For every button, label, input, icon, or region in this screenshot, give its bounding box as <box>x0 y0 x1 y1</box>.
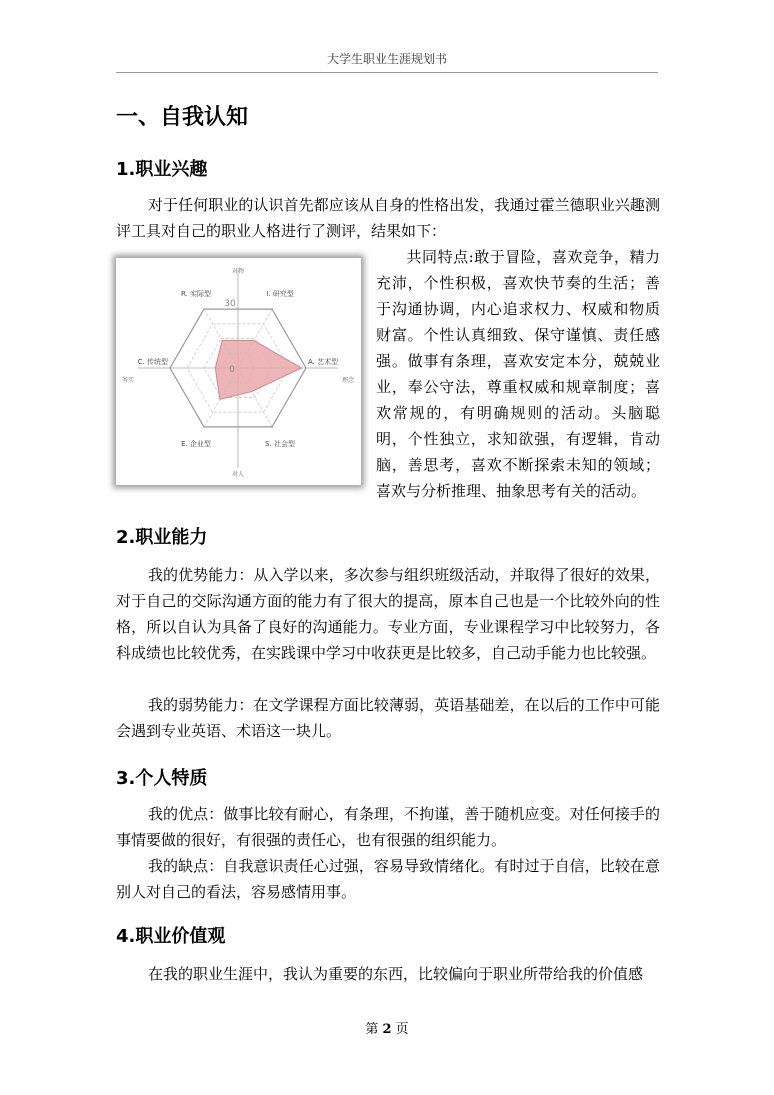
header-divider <box>116 72 658 73</box>
tick-label-0: 0 <box>229 365 235 375</box>
category-label-4: S. 社会型 <box>265 439 295 448</box>
interest-intro: 对于任何职业的认识首先都应该从自身的性格出发，我通过霍兰德职业兴趣测评工具对自己的职业人格进行了测评，结果如下： <box>116 196 660 240</box>
page-number: 2 <box>382 1022 392 1037</box>
holland-radar-chart <box>116 258 361 485</box>
common-traits-text <box>376 244 660 504</box>
radar-svg <box>116 258 361 485</box>
traits-cons: 我的缺点：自我意识责任心过强，容易导致情绪化。有时过于自信，比较在意别人对自己的看法，容易感情用事。 <box>116 857 660 901</box>
page-footer <box>0 1018 774 1037</box>
category-label-2: I. 研究型 <box>266 290 294 299</box>
subsection-title-ability: 2.职业能力 <box>116 527 208 548</box>
category-label-6: C. 传统型 <box>137 358 168 366</box>
footer-prefix: 第 <box>365 1022 379 1037</box>
category-label-5: E. 企业型 <box>181 439 211 448</box>
category-label-3: A. 艺术型 <box>308 358 339 366</box>
category-label-1: R. 实际型 <box>180 290 212 299</box>
values-text: 在我的职业生涯中，我认为重要的东西，比较偏向于职业所带给我的价值感 <box>148 965 644 983</box>
axis-label-right: 理念 <box>341 377 354 384</box>
subsection-title-values: 4.职业价值观 <box>116 926 226 947</box>
tick-label-30: 30 <box>224 299 236 309</box>
section-title: 一、自我认知 <box>116 105 249 130</box>
running-header: 大学生职业生涯规划书 <box>326 52 447 66</box>
ability-weakness: 我的弱势能力：在文学课程方面比较薄弱，英语基础差，在以后的工作中可能会遇到专业英语、术语这一块儿。 <box>116 696 660 740</box>
subsection-title-traits: 3.个人特质 <box>116 768 208 789</box>
axis-label-left: 务实 <box>122 377 135 384</box>
axis-label-bottom: 对人 <box>231 471 245 478</box>
traits-pros: 我的优点：做事比较有耐心，有条理，不拘谨，善于随机应变。对任何接手的事情要做的很好，有很强的责任心，也有很强的组织能力。 <box>116 805 660 849</box>
ability-strength: 我的优势能力：从入学以来，多次参与组织班级活动，并取得了很好的效果，对于自己的交际沟通方面的能力有了很大的提高，原本自己也是一个比较外向的性格，所以自认为具备了良好的沟通能力。专业方面，专业课程学习中比较努力，各科成绩也比较优秀，在实践课中学习中收获更是比较多，自己动手能力也比较强。 <box>116 566 660 662</box>
common-traits-body: 共同特点:敢于冒险，喜欢竞争，精力充沛，个性积极，喜欢快节奏的生活；善于沟通协调，内心追求权力、权威和物质财富。个性认真细致、保守谨慎、责任感强。做事有条理，喜欢安定本分，兢兢业业，奉公守法，尊重权威和规章制度；喜欢常规的，有明确规则的活动。头脑聪明，个性独立，求知欲强，有逻辑，肯动脑，善思考，喜欢不断探索未知的领域；喜欢与分析推理、抽象思考有关的活动。 <box>376 248 660 500</box>
axis-label-top: 对物 <box>231 268 245 275</box>
footer-suffix: 页 <box>395 1022 409 1037</box>
subsection-title-interest: 1.职业兴趣 <box>116 159 208 180</box>
